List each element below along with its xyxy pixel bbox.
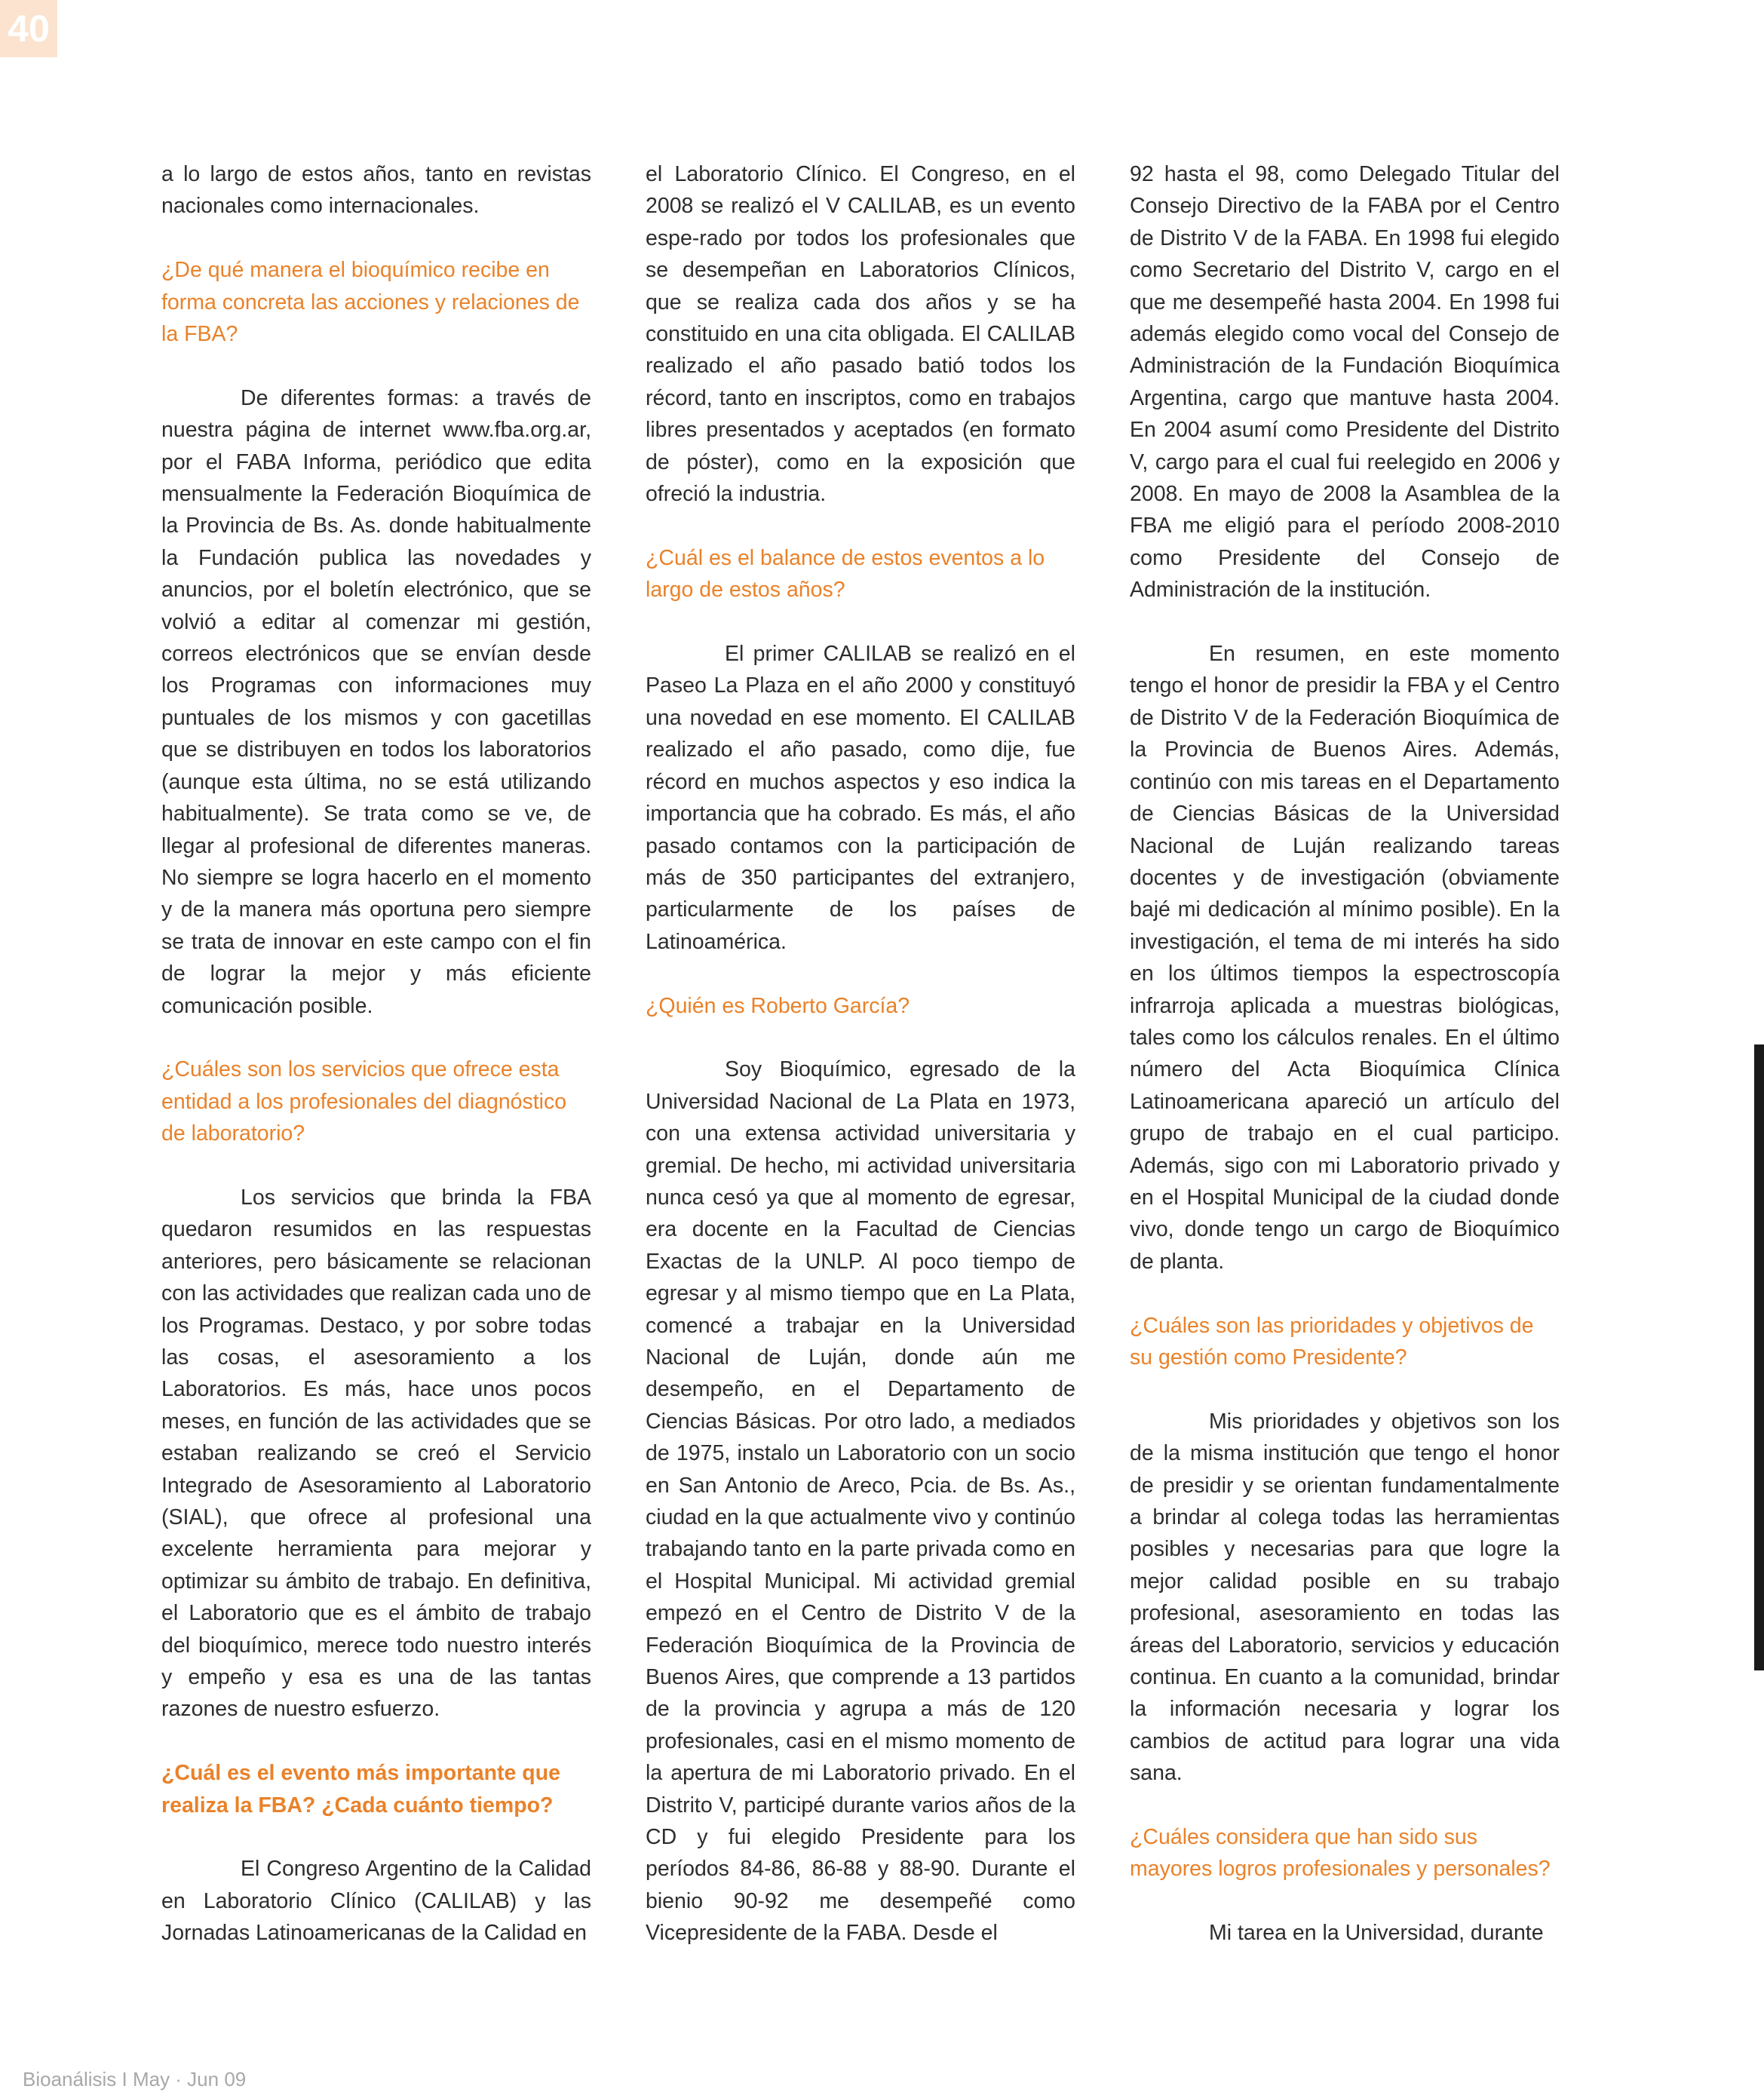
interview-question: ¿De qué manera el bioquímico recibe en forma concreta las acciones y relaciones de la FBA? — [161, 258, 580, 347]
interview-question: ¿Cuáles son los servicios que ofrece esta entidad a los profesionales del diagnóstico de laboratorio? — [161, 1057, 567, 1146]
paragraph: a lo largo de estos años, tanto en revistas nacionales como internacionales. — [161, 162, 591, 219]
page-edge-bar — [1754, 1044, 1764, 1670]
interview-question: ¿Cuáles considera que han sido sus mayores logros profesionales y personales? — [1130, 1825, 1551, 1882]
article-column-3 — [1130, 158, 1560, 1949]
paragraph: Los servicios que brinda la FBA quedaron resumidos en las respuestas anteriores, pero básicamente se relacionan con las actividades que realizan cada uno de los Programas. Destaco, y por sobre todas las cosas, el asesoramiento a los Laboratorios. Es más, hace unos pocos meses, en función de las actividades que se estaban realizando se creó el Servicio Integrado de Asesoramiento al Laboratorio (SIAL), que ofrece al profesional una excelente herramienta para mejorar y optimizar su ámbito de trabajo. En definitiva, el Laboratorio que es el ámbito de trabajo del bioquímico, merece todo nuestro interés y empeño y esa es una de las tantas razones de nuestro esfuerzo. — [161, 1185, 591, 1722]
paragraph: El Congreso Argentino de la Calidad en Laboratorio Clínico (CALILAB) y las Jornadas Latinoamericanas de la Calidad en — [161, 1857, 591, 1946]
article-column-2 — [646, 158, 1075, 1949]
paragraph: De diferentes formas: a través de nuestra página de internet www.fba.org.ar, por el FABA Informa, periódico que edita mensualmente la Federación Bioquímica de la Provincia de Bs. As. donde habitualmente la Fundación publica las novedades y anuncios, por el boletín electrónico, que se volvió a editar al comenzar mi gestión, correos electrónicos que se envían desde los Programas con informaciones muy puntuales de los mismos y con gacetillas que se distribuyen en todos los laboratorios (aunque esta última, no se está utilizando habitualmente). Se trata como se ve, de llegar al profesional de diferentes maneras. No siempre se logra hacerlo en el momento y de la manera más oportuna pero siempre se trata de innovar en este campo con el fin de lograr la mejor y más eficiente comunicación posible. — [161, 385, 591, 1018]
page-footer: Bioanálisis I May · Jun 09 — [23, 2068, 247, 2090]
paragraph: Soy Bioquímico, egresado de la Universidad Nacional de La Plata en 1973, con una extensa actividad universitaria y gremial. De hecho, mi actividad universitaria nunca cesó ya que al momento de egresar, era docente en la Facultad de Ciencias Exactas de la UNLP. Al poco tiempo de egresar y al mismo tiempo que en La Plata, comencé a trabajar en la Universidad Nacional de Luján, donde aún me desempeño, en el Departamento de Ciencias Básicas. Por otro lado, a mediados de 1975, instalo un Laboratorio con un socio en San Antonio de Areco, Pcia. de Bs. As., ciudad en la que actualmente vivo y continúo trabajando tanto en la parte privada como en el Hospital Municipal. Mi actividad gremial empezó en el Centro de Distrito V de la Federación Bioquímica de la Provincia de Buenos Aires, que comprende a 13 partidos de la provincia y agrupa a más de 120 profesionales, casi en el mismo momento de la apertura de mi Laboratorio privado. En el Distrito V, participé durante varios años de la CD y fui elegido Presidente para los períodos 84-86, 86-88 y 88-90. Durante el bienio 90-92 me desempeñé como Vicepresidente de la FABA. Desde el — [646, 1057, 1075, 1946]
paragraph: El primer CALILAB se realizó en el Paseo La Plaza en el año 2000 y constituyó una novedad en ese momento. El CALILAB realizado el año pasado, como dije, fue récord en muchos aspectos y eso indica la importancia que ha cobrado. Es más, el año pasado contamos con la participación de más de 350 participantes del extranjero, particularmente de los países de Latinoamérica. — [646, 642, 1075, 954]
paragraph: Mis prioridades y objetivos son los de la misma institución que tengo el honor de presidir y se orientan fundamentalmente a brindar al colega todas las herramientas posibles y necesarias para que logre la mejor calidad posible en su trabajo profesional, asesoramiento en todas las áreas del Laboratorio, servicios y educación continua. En cuanto a la comunidad, brindar la información necesaria y lograr los cambios de actitud para lograr una vida sana. — [1130, 1409, 1560, 1786]
article-column-1 — [161, 158, 591, 1949]
paragraph: En resumen, en este momento tengo el honor de presidir la FBA y el Centro de Distrito V de la Federación Bioquímica de la Provincia de Buenos Aires. Además, continúo con mis tareas en el Departamento de Ciencias Básicas de la Universidad Nacional de Luján realizando tareas docentes y de investigación (obviamente bajé mi dedicación al mínimo posible). En la investigación, el tema de mi interés ha sido en los últimos tiempos la espectroscopía infrarroja aplicada a muestras biológicas, tales como los cálculos renales. En el último número del Acta Bioquímica Clínica Latinoamericana apareció un artículo del grupo de trabajo en el cual participo. Además, sigo con mi Laboratorio privado y en el Hospital Municipal de la ciudad donde vivo, donde tengo un cargo de Bioquímico de planta. — [1130, 642, 1560, 1274]
page-number: 40 — [0, 0, 57, 57]
interview-question: ¿Cuáles son las prioridades y objetivos de su gestión como Presidente? — [1130, 1313, 1534, 1370]
interview-question: ¿Cuál es el evento más importante que realiza la FBA? ¿Cada cuánto tiempo? — [161, 1761, 560, 1817]
interview-question: ¿Quién es Roberto García? — [646, 993, 910, 1018]
paragraph: Mi tarea en la Universidad, durante — [1209, 1921, 1544, 1946]
paragraph: 92 hasta el 98, como Delegado Titular del Consejo Directivo de la FABA por el Centro de Distrito V de la FABA. En 1998 fui elegido como Secretario del Distrito V, cargo en el que me desempeñé hasta 2004. En 1998 fui además elegido como vocal del Consejo de Administración de la Fundación Bioquímica Argentina, cargo que mantuve hasta 2004. En 2004 asumí como Presidente del Distrito V, cargo para el cual fui reelegido en 2006 y 2008. En mayo de 2008 la Asamblea de la FBA me eligió para el período 2008-2010 como Presidente del Consejo de Administración de la institución. — [1130, 162, 1560, 603]
interview-question: ¿Cuál es el balance de estos eventos a lo largo de estos años? — [646, 545, 1045, 603]
paragraph: el Laboratorio Clínico. El Congreso, en el 2008 se realizó el V CALILAB, es un evento espe-rado por todos los profesionales que se desempeñan en Laboratorios Clínicos, que se realiza cada dos años y se ha constituido en una cita obligada. El CALILAB realizado el año pasado batió todos los récord, tanto en inscriptos, como en trabajos libres presentados y aceptados (en formato de póster), como en la exposición que ofreció la industria. — [646, 162, 1075, 507]
